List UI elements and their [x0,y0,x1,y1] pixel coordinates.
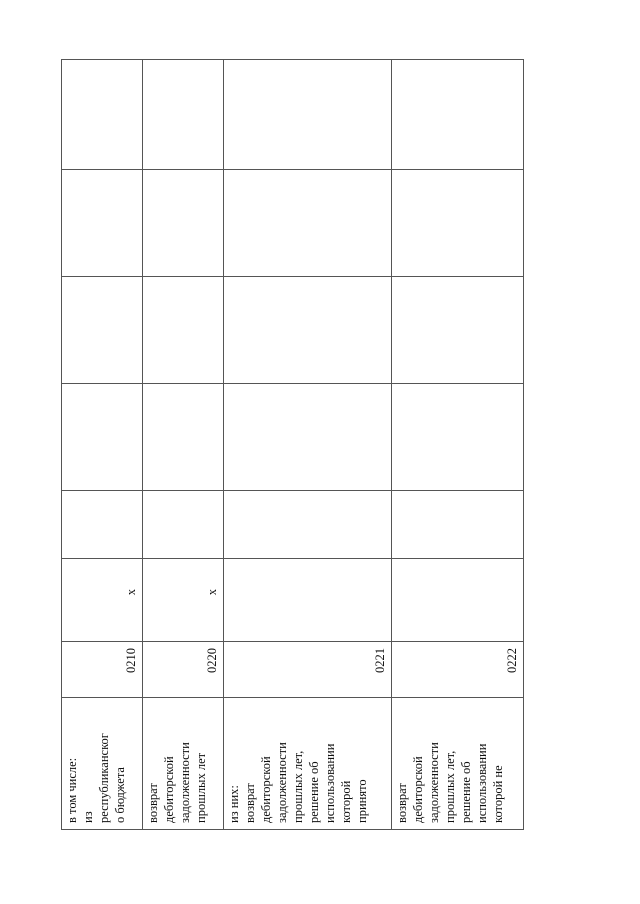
empty-value-cell [62,60,143,170]
empty-value-cell [62,384,143,491]
empty-value-cell [143,170,224,277]
empty-value-cell [392,170,524,277]
empty-value-cell [392,491,524,559]
empty-value-cell [392,277,524,384]
report-table [61,59,524,830]
empty-value-cell [62,277,143,384]
rotated-table-container [61,60,523,830]
empty-value-cell [143,277,224,384]
row-name-cell: возврат дебиторской задолженности прошлых лет, решение об использовании которой не [392,698,524,830]
row-name-cell: из них: возврат дебиторской задолженности прошлых лет, решение об использовании которой принято [224,698,392,830]
empty-value-cell [143,491,224,559]
row-mark-cell [392,559,524,642]
empty-value-cell [392,60,524,170]
table-row [62,60,143,830]
row-code-cell: 0222 [392,642,524,698]
row-name-cell: в том числе: из республиканског о бюджета [62,698,143,830]
empty-value-cell [224,170,392,277]
row-code-cell: 0221 [224,642,392,698]
row-code-cell: 0210 [62,642,143,698]
table-row [392,60,524,830]
empty-value-cell [224,277,392,384]
row-code-cell: 0220 [143,642,224,698]
empty-value-cell [143,60,224,170]
row-mark-cell: х [143,559,224,642]
empty-value-cell [224,491,392,559]
table-row [224,60,392,830]
empty-value-cell [62,491,143,559]
empty-value-cell [62,170,143,277]
table-row [143,60,224,830]
empty-value-cell [224,384,392,491]
row-name-cell: возврат дебиторской задолженности прошлых лет [143,698,224,830]
row-mark-cell [224,559,392,642]
empty-value-cell [143,384,224,491]
empty-value-cell [392,384,524,491]
row-mark-cell: х [62,559,143,642]
empty-value-cell [224,60,392,170]
